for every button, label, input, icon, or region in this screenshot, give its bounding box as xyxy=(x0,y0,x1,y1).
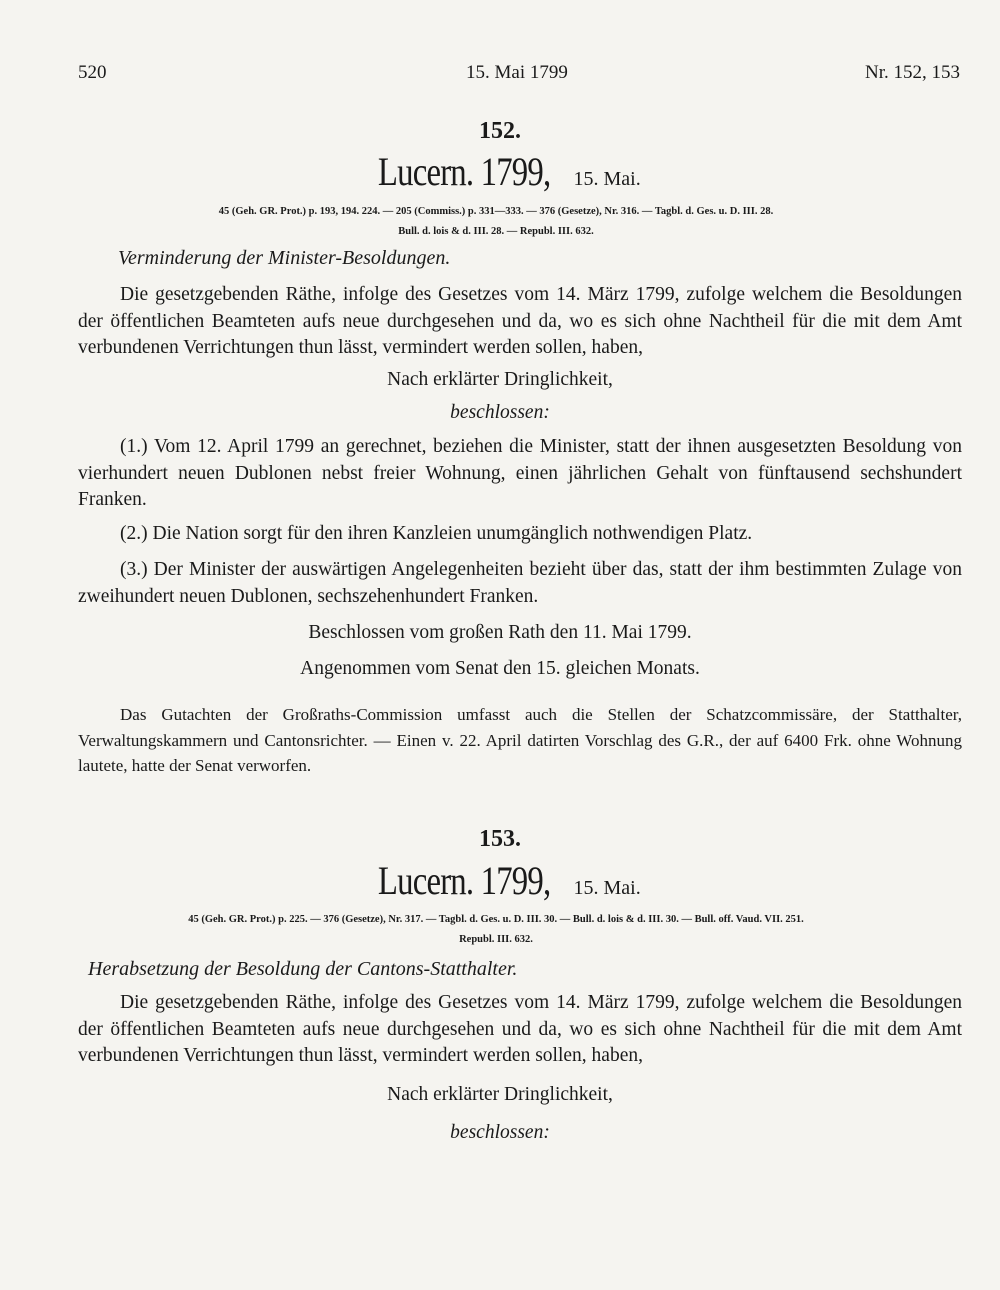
doc-152-place-year: Lucern. 1799, xyxy=(378,149,551,194)
page-number: 520 xyxy=(78,62,107,83)
doc-152-article-2: (2.) Die Nation sorgt für den ihren Kanzleien unumgänglich nothwendigen Platz. xyxy=(120,523,753,544)
doc-153-preamble: Die gesetzgebenden Räthe, infolge des Gesetzes vom 14. März 1799, zufolge welchem die Besoldungen der öffentlichen Beamteten aufs neue durchgesehen und da, wo es sich ohne Nachtheil für die mit dem Amt verbundenen Verrichtungen thun lässt, vermindert werden sollen, haben, xyxy=(78,992,962,1066)
doc-152-passed-great-council: Beschlossen vom großen Rath den 11. Mai 1799. xyxy=(308,622,692,643)
doc-152-title: Verminderung der Minister-Besoldungen. xyxy=(118,247,451,269)
doc-153-heading xyxy=(0,857,1000,904)
doc-152-preamble: Die gesetzgebenden Räthe, infolge des Gesetzes vom 14. März 1799, zufolge welchem die Besoldungen der öffentlichen Beamteten aufs neue durchgesehen und da, wo es sich ohne Nachtheil für die mit dem Amt verbundenen Verrichtungen thun lässt, vermindert werden sollen, haben, xyxy=(78,284,962,358)
doc-152-date: 15. Mai. xyxy=(573,168,641,190)
header-doc-numbers: Nr. 152, 153 xyxy=(865,62,960,83)
doc-152-article-1: (1.) Vom 12. April 1799 an gerechnet, beziehen die Minister, statt der ihnen ausgesetzten Besoldung von vierhundert neuen Dublonen nebst freier Wohnung, einen jährlichen Gehalt von fünftausend sechshundert Franken. xyxy=(78,436,962,510)
doc-152-refs-line-2: Bull. d. lois & d. III. 28. — Republ. III. 632. xyxy=(398,226,594,237)
doc-152-heading xyxy=(0,148,1000,195)
doc-152-references xyxy=(92,202,900,242)
doc-152-editorial-note: Das Gutachten der Großraths-Commission umfasst auch die Stellen der Schatzcommissäre, der Statthalter, Verwaltungskammern und Cantonsrichter. — Einen v. 22. April datirten Vorschlag des G.R., der auf 6400 Frk. ohne Wohnung lautete, hatte der Senat verworfen. xyxy=(78,705,962,775)
doc-153-place-year: Lucern. 1799, xyxy=(378,858,551,903)
doc-152-refs-line-1: 45 (Geh. GR. Prot.) p. 193, 194. 224. — 205 (Commiss.) p. 331—333. — 376 (Gesetze), Nr. 316. — Tagbl. d. Ges. u. D. III. 28. xyxy=(218,206,774,217)
doc-152-resolved: beschlossen: xyxy=(450,402,550,423)
running-header xyxy=(78,62,960,86)
doc-153-date: 15. Mai. xyxy=(573,877,641,899)
doc-153-title: Herabsetzung der Besoldung der Cantons-Statthalter. xyxy=(88,958,518,980)
doc-153-refs-line-2: Republ. III. 632. xyxy=(459,934,533,945)
doc-152-passed-senate: Angenommen vom Senat den 15. gleichen Monats. xyxy=(300,658,700,679)
doc-152-article-3: (3.) Der Minister der auswärtigen Angelegenheiten bezieht über das, statt der ihm bestimmten Zulage von zweihundert neuen Dublonen, sechszehenhundert Franken. xyxy=(78,559,962,607)
header-date: 15. Mai 1799 xyxy=(466,62,568,83)
doc-153-references xyxy=(92,910,900,950)
doc-153-refs-line-1: 45 (Geh. GR. Prot.) p. 225. — 376 (Gesetze), Nr. 317. — Tagbl. d. Ges. u. D. III. 30. — Bull. d. lois & d. III. 30. — Bull. off. Vaud. VII. 251. xyxy=(188,914,804,925)
doc-152-urgency: Nach erklärter Dringlichkeit, xyxy=(387,369,613,390)
doc-153-number: 153. xyxy=(479,826,521,852)
doc-152-number: 152. xyxy=(479,118,521,144)
doc-153-resolved: beschlossen: xyxy=(450,1122,550,1143)
doc-153-urgency: Nach erklärter Dringlichkeit, xyxy=(387,1084,613,1105)
